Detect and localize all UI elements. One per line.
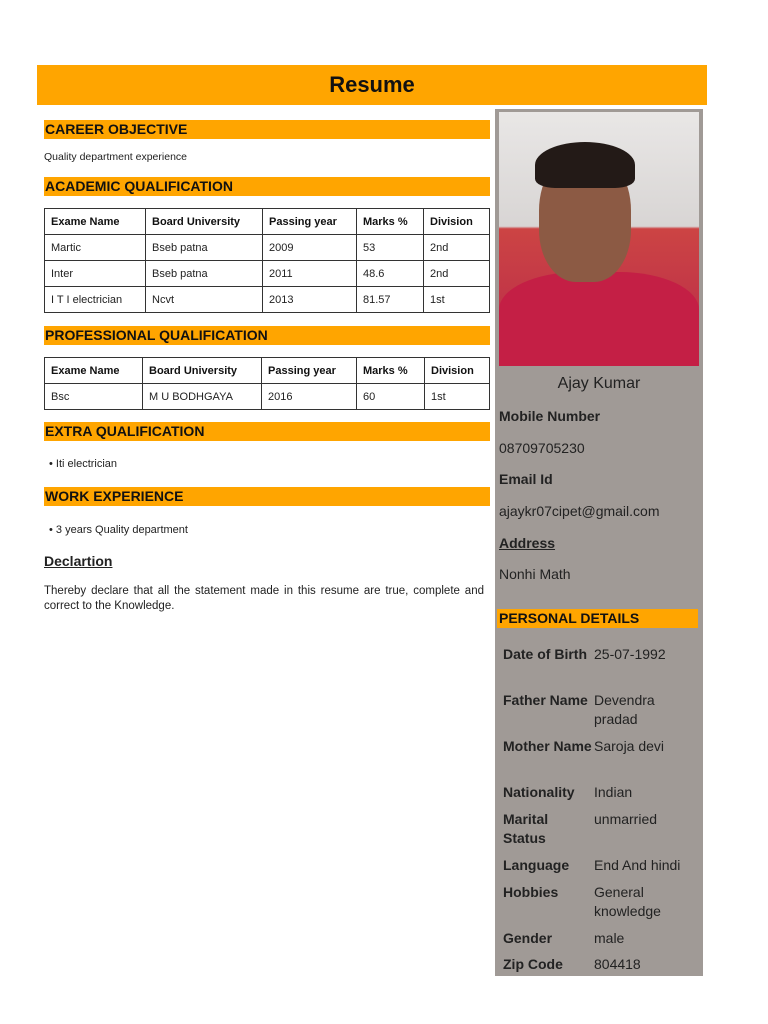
extra-qualification-heading: EXTRA QUALIFICATION bbox=[44, 422, 490, 441]
professional-table bbox=[44, 357, 490, 410]
photo-shirt bbox=[499, 272, 699, 366]
email-value: ajaykr07cipet@gmail.com bbox=[499, 503, 660, 519]
table-header-cell: Division bbox=[425, 358, 490, 384]
academic-table bbox=[44, 208, 490, 313]
detail-key: Language bbox=[503, 857, 570, 873]
table-header-cell: Passing year bbox=[263, 209, 357, 235]
detail-key: Zip Code bbox=[503, 956, 563, 972]
table-header-cell: Marks % bbox=[357, 358, 425, 384]
table-cell: 2013 bbox=[263, 287, 357, 313]
detail-value: Devendra pradad bbox=[594, 692, 655, 727]
detail-value: male bbox=[594, 930, 625, 946]
table-row bbox=[45, 384, 490, 410]
table-header-cell: Passing year bbox=[262, 358, 357, 384]
academic-qualification-heading: ACADEMIC QUALIFICATION bbox=[44, 177, 490, 196]
detail-key: Mother Name bbox=[503, 738, 592, 754]
detail-key: Date of Birth bbox=[503, 646, 587, 662]
table-cell: 2016 bbox=[262, 384, 357, 410]
table-cell: Bseb patna bbox=[146, 235, 263, 261]
detail-value: 25-07-1992 bbox=[594, 646, 666, 662]
personal-detail-row bbox=[503, 783, 699, 802]
table-cell: 81.57 bbox=[357, 287, 424, 313]
table-row bbox=[45, 261, 490, 287]
table-header-row bbox=[45, 358, 490, 384]
table-cell: Ncvt bbox=[146, 287, 263, 313]
detail-key: Marital Status bbox=[503, 811, 549, 846]
career-objective-text: Quality department experience bbox=[44, 151, 187, 163]
personal-detail-row bbox=[503, 955, 699, 974]
mobile-label: Mobile Number bbox=[499, 408, 601, 424]
profile-photo bbox=[499, 112, 699, 366]
detail-value: General knowledge bbox=[594, 884, 661, 919]
table-cell: 1st bbox=[425, 384, 490, 410]
table-cell: 2nd bbox=[424, 235, 490, 261]
declaration-heading: Declartion bbox=[44, 553, 113, 569]
table-cell: Martic bbox=[45, 235, 146, 261]
detail-value: End And hindi bbox=[594, 857, 681, 873]
detail-value: unmarried bbox=[594, 811, 658, 827]
detail-value: 804418 bbox=[594, 956, 641, 972]
table-cell: I T I electrician bbox=[45, 287, 146, 313]
personal-detail-row bbox=[503, 737, 699, 756]
personal-detail-row bbox=[503, 810, 699, 848]
table-cell: 2009 bbox=[263, 235, 357, 261]
list-item: • 3 years Quality department bbox=[49, 524, 188, 536]
table-cell: Bseb patna bbox=[146, 261, 263, 287]
table-header-cell: Division bbox=[424, 209, 490, 235]
work-experience-heading: WORK EXPERIENCE bbox=[44, 487, 490, 506]
profile-name: Ajay Kumar bbox=[557, 375, 641, 392]
table-header-cell: Board University bbox=[146, 209, 263, 235]
detail-key: Nationality bbox=[503, 784, 575, 800]
detail-key: Father Name bbox=[503, 692, 588, 708]
detail-key: Hobbies bbox=[503, 884, 559, 900]
resume-title: Resume bbox=[329, 72, 415, 97]
table-cell: Inter bbox=[45, 261, 146, 287]
resume-title-bar bbox=[37, 65, 707, 105]
personal-detail-row bbox=[503, 691, 699, 729]
table-header-cell: Exame Name bbox=[45, 358, 143, 384]
table-cell: 53 bbox=[357, 235, 424, 261]
mobile-value: 08709705230 bbox=[499, 440, 585, 456]
table-cell: 2nd bbox=[424, 261, 490, 287]
address-value: Nonhi Math bbox=[499, 566, 571, 582]
address-label: Address bbox=[499, 535, 556, 551]
declaration-text: Thereby declare that all the statement made in this resume are true, complete and correct to the Knowledge. bbox=[44, 585, 484, 612]
detail-value: Indian bbox=[594, 784, 633, 800]
table-row bbox=[45, 287, 490, 313]
table-header-cell: Exame Name bbox=[45, 209, 146, 235]
table-header-cell: Board University bbox=[143, 358, 262, 384]
professional-qualification-heading: PROFESSIONAL QUALIFICATION bbox=[44, 326, 490, 345]
list-item: • Iti electrician bbox=[49, 458, 118, 470]
personal-detail-row bbox=[503, 883, 699, 921]
personal-detail-row bbox=[503, 929, 699, 948]
table-cell: 48.6 bbox=[357, 261, 424, 287]
table-cell: Bsc bbox=[45, 384, 143, 410]
table-header-row bbox=[45, 209, 490, 235]
personal-detail-row bbox=[503, 645, 699, 664]
detail-value: Saroja devi bbox=[594, 738, 665, 754]
table-cell: 1st bbox=[424, 287, 490, 313]
table-cell: 60 bbox=[357, 384, 425, 410]
table-header-cell: Marks % bbox=[357, 209, 424, 235]
detail-key: Gender bbox=[503, 930, 553, 946]
table-cell: M U BODHGAYA bbox=[143, 384, 262, 410]
table-row bbox=[45, 235, 490, 261]
email-label: Email Id bbox=[499, 471, 553, 487]
photo-hair bbox=[535, 142, 635, 188]
career-objective-heading: CAREER OBJECTIVE bbox=[44, 120, 490, 139]
table-cell: 2011 bbox=[263, 261, 357, 287]
personal-detail-row bbox=[503, 856, 699, 875]
personal-details-heading: PERSONAL DETAILS bbox=[497, 609, 698, 628]
